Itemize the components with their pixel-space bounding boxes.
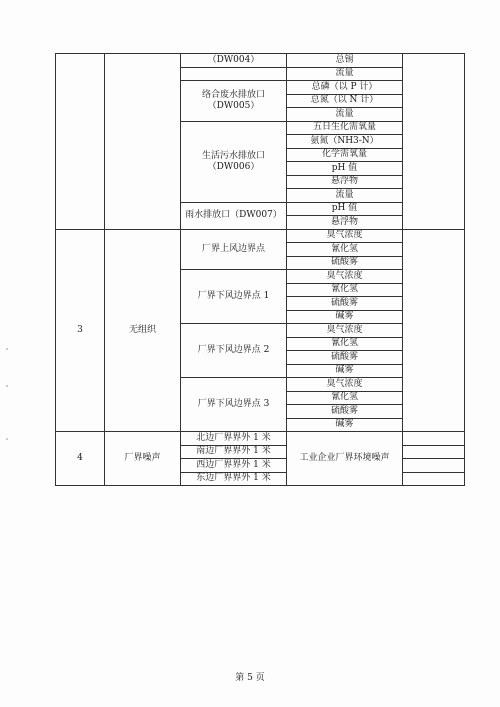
point-downwind-1: 厂界下风边界点 1	[181, 270, 287, 324]
row-number-cell: 4	[56, 432, 105, 486]
parameter-cell: 碱雾	[287, 364, 403, 378]
parameter-cell: 硫酸雾	[287, 351, 403, 365]
outlet-dw004: （DW004）	[181, 54, 287, 68]
parameter-cell: 碱雾	[287, 418, 403, 432]
blank-cell	[403, 459, 465, 473]
parameter-cell: 氰化氢	[287, 391, 403, 405]
row-number-cell: 3	[56, 229, 105, 432]
blank-cell	[403, 472, 465, 486]
outlet-dw006: 生活污水排放口 （DW006）	[181, 121, 287, 202]
parameter-cell: 流量	[287, 108, 403, 122]
category-cell	[105, 54, 181, 230]
noise-standard: 工业企业厂界环境噪声	[287, 432, 403, 486]
parameter-cell: 臭气浓度	[287, 270, 403, 284]
parameter-cell: 流量	[287, 189, 403, 203]
table-row	[56, 432, 465, 446]
parameter-cell: 五日生化需氧量	[287, 121, 403, 135]
scan-mark	[6, 348, 8, 350]
parameter-cell: 硫酸雾	[287, 405, 403, 419]
parameter-cell: pH 值	[287, 162, 403, 176]
parameter-cell: 氰化氢	[287, 243, 403, 257]
blank-cell	[403, 54, 465, 230]
parameter-cell: pH 值	[287, 202, 403, 216]
noise-point: 东边厂界界外 1 米	[181, 472, 287, 486]
parameter-cell: 悬浮物	[287, 216, 403, 230]
blank-cell	[403, 445, 465, 459]
parameter-cell: 流量	[287, 67, 403, 81]
parameter-cell: 总锡	[287, 54, 403, 68]
parameter-cell: 悬浮物	[287, 175, 403, 189]
parameter-cell: 氰化氢	[287, 283, 403, 297]
noise-point: 西边厂界界外 1 米	[181, 459, 287, 473]
parameter-cell: 臭气浓度	[287, 229, 403, 243]
parameter-cell: 臭气浓度	[287, 324, 403, 338]
parameter-cell: 化学需氧量	[287, 148, 403, 162]
category-cell: 厂界噪声	[105, 432, 181, 486]
scan-mark	[6, 438, 8, 440]
point-downwind-2: 厂界下风边界点 2	[181, 324, 287, 378]
category-cell: 无组织	[105, 229, 181, 432]
outlet-dw007: 雨水排放口（DW007）	[181, 202, 287, 229]
table-row	[56, 229, 465, 243]
noise-point: 北边厂界界外 1 米	[181, 432, 287, 446]
table-row	[56, 54, 465, 68]
outlet-dw005: 络合废水排放口 （DW005）	[181, 81, 287, 122]
noise-point: 南边厂界界外 1 米	[181, 445, 287, 459]
page-number: 第 5 页	[235, 673, 265, 683]
parameter-cell: 臭气浓度	[287, 378, 403, 392]
point-downwind-3: 厂界下风边界点 3	[181, 378, 287, 432]
parameter-cell: 硫酸雾	[287, 256, 403, 270]
parameter-cell: 氰化氢	[287, 337, 403, 351]
blank-cell	[403, 432, 465, 446]
outlet-dw004-cont	[181, 67, 287, 81]
parameter-cell: 硫酸雾	[287, 297, 403, 311]
row-number-cell	[56, 54, 105, 230]
blank-cell	[403, 229, 465, 432]
monitoring-table	[55, 53, 465, 486]
point-upwind: 厂界上风边界点	[181, 229, 287, 270]
parameter-cell: 总磷（以 P 计）	[287, 81, 403, 95]
parameter-cell: 碱雾	[287, 310, 403, 324]
parameter-cell: 氨氮（NH3-N）	[287, 135, 403, 149]
scan-mark	[6, 385, 8, 387]
parameter-cell: 总氮（以 N 计）	[287, 94, 403, 108]
